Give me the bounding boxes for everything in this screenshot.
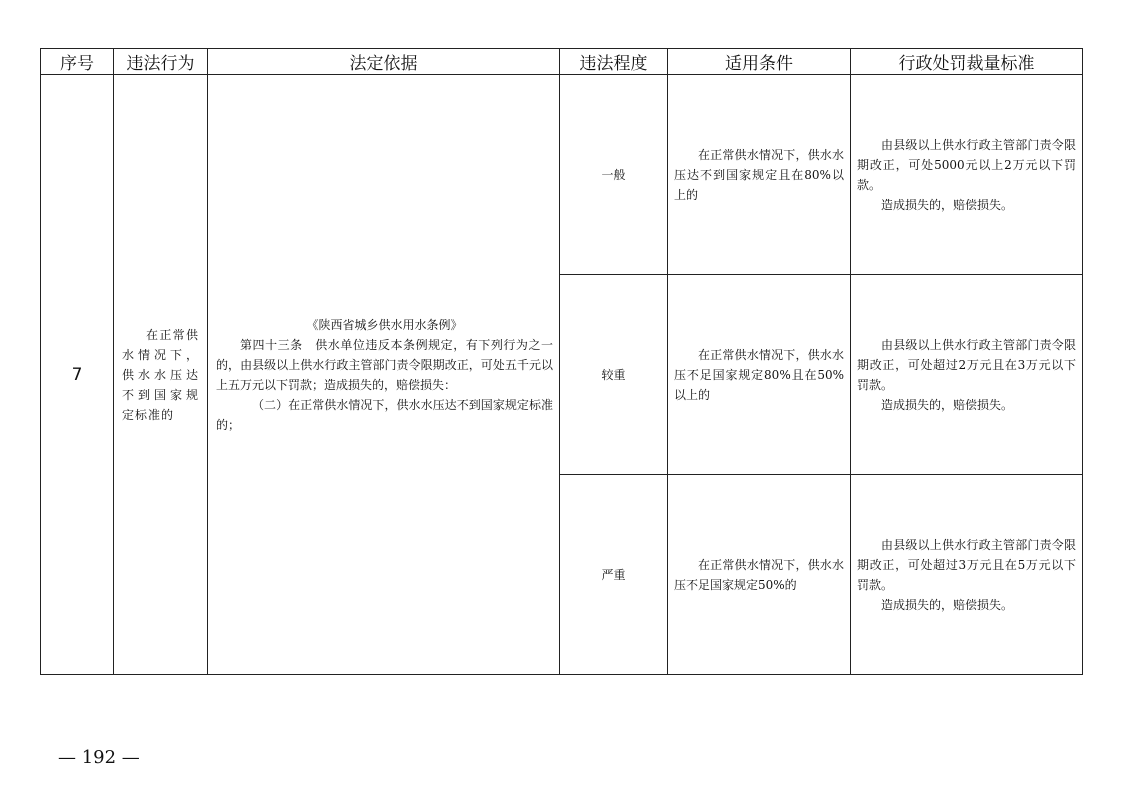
condition-general — [668, 75, 851, 275]
penalty-discretion-table — [40, 48, 1083, 675]
penalty-general — [851, 75, 1083, 275]
penalty-table-container — [40, 48, 1083, 675]
header-number: 序号 — [41, 49, 114, 75]
article-item: （二）在正常供水情况下，供水水压达不到国家规定标准的； — [216, 397, 553, 432]
degree-general: 一般 — [560, 75, 668, 275]
header-penalty-standard: 行政处罚裁量标准 — [851, 49, 1083, 75]
legal-basis-cell — [208, 75, 560, 675]
header-violation: 违法行为 — [114, 49, 208, 75]
violation-behavior: 在正常供水情况下，供水水压达不到国家规定标准的 — [114, 75, 208, 675]
header-degree: 违法程度 — [560, 49, 668, 75]
regulation-title: 《陕西省城乡供水用水条例》 — [306, 317, 463, 332]
compensation-text: 造成损失的，赔偿损失。 — [881, 597, 1014, 612]
compensation-text: 造成损失的，赔偿损失。 — [881, 397, 1014, 412]
penalty-severe — [851, 475, 1083, 675]
degree-serious: 较重 — [560, 275, 668, 475]
header-condition: 适用条件 — [668, 49, 851, 75]
penalty-serious — [851, 275, 1083, 475]
condition-text: 在正常供水情况下，供水水压达不到国家规定且在80%以上的 — [674, 147, 844, 202]
table-row — [41, 75, 1083, 275]
degree-severe: 严重 — [560, 475, 668, 675]
penalty-text: 由县级以上供水行政主管部门责令限期改正，可处5000元以上2万元以下罚款。 — [857, 137, 1076, 192]
penalty-text: 由县级以上供水行政主管部门责令限期改正，可处超过2万元且在3万元以下罚款。 — [857, 337, 1076, 392]
condition-severe — [668, 475, 851, 675]
condition-serious — [668, 275, 851, 475]
entry-number: 7 — [41, 75, 114, 675]
header-legal-basis: 法定依据 — [208, 49, 560, 75]
article-text: 第四十三条 供水单位违反本条例规定，有下列行为之一的，由县级以上供水行政主管部门责令限期改正，可处五千元以上五万元以下罚款；造成损失的，赔偿损失： — [216, 337, 553, 392]
condition-text: 在正常供水情况下，供水水压不足国家规定80%且在50%以上的 — [674, 347, 844, 402]
page-number: — 192 — — [58, 747, 140, 768]
header-row — [41, 49, 1083, 75]
penalty-text: 由县级以上供水行政主管部门责令限期改正，可处超过3万元且在5万元以下罚款。 — [857, 537, 1076, 592]
condition-text: 在正常供水情况下，供水水压不足国家规定50%的 — [674, 557, 844, 592]
compensation-text: 造成损失的，赔偿损失。 — [881, 197, 1014, 212]
